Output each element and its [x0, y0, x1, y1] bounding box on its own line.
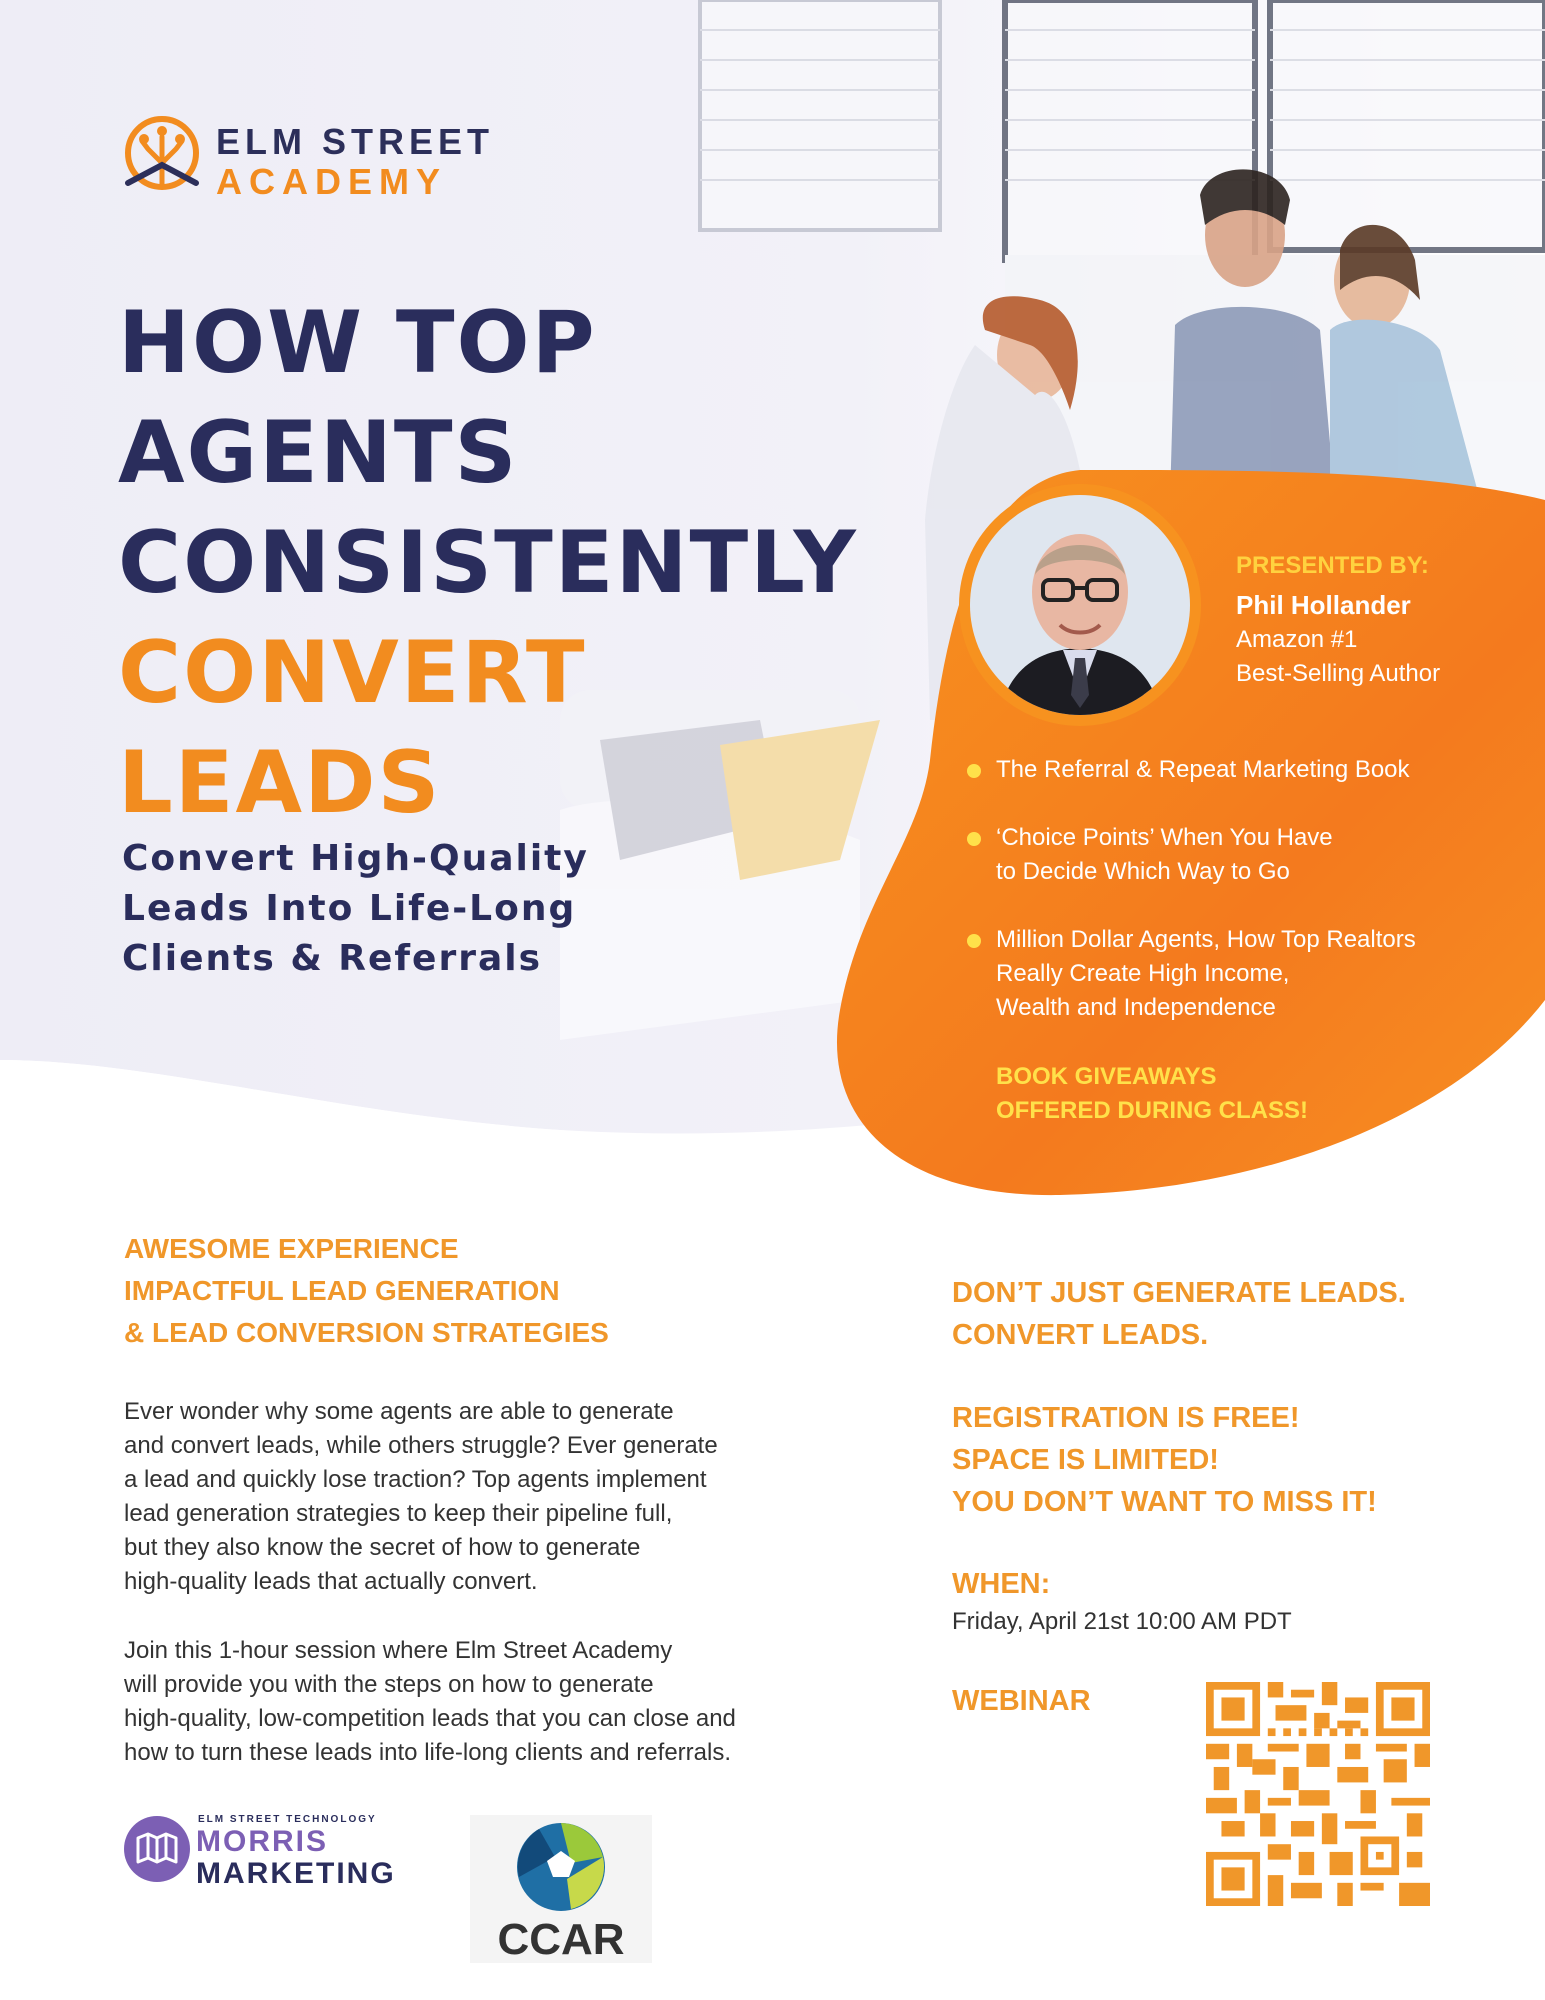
paragraph1-line6: high-quality leads that actually convert.	[124, 1568, 538, 1595]
bullet-dot	[967, 832, 981, 846]
subheadline-line2: Leads Into Life-Long	[122, 888, 577, 929]
giveaway-line2: OFFERED DURING CLASS!	[996, 1097, 1308, 1124]
presented-by-label: PRESENTED BY:	[1236, 552, 1429, 579]
morris-line1: MORRIS	[196, 1825, 328, 1858]
book-1-line1: The Referral & Repeat Marketing Book	[996, 756, 1410, 783]
registration-line3: YOU DON’T WANT TO MISS IT!	[952, 1486, 1377, 1518]
when-label: WHEN:	[952, 1568, 1051, 1600]
paragraph1-line2: and convert leads, while others struggle? Ever generate	[124, 1432, 718, 1459]
presenter-photo	[955, 480, 1205, 730]
subheadline-line1: Convert High-Quality	[122, 838, 589, 879]
paragraph1-line3: a lead and quickly lose traction? Top agents implement	[124, 1466, 707, 1493]
headline-line4: CONVERT	[118, 623, 587, 723]
tree-icon	[120, 115, 204, 199]
tagline-line2: CONVERT LEADS.	[952, 1319, 1209, 1351]
book-2-line1: ‘Choice Points’ When You Have	[996, 824, 1333, 851]
headline-line5: LEADS	[118, 733, 442, 833]
headline-line3: CONSISTENTLY	[118, 513, 858, 613]
paragraph1-line5: but they also know the secret of how to generate	[124, 1534, 641, 1561]
sofa-illustration	[560, 690, 880, 1040]
format-label: WEBINAR	[952, 1685, 1091, 1717]
registration-line1: REGISTRATION IS FREE!	[952, 1402, 1300, 1434]
presenter-role-line2: Best-Selling Author	[1236, 660, 1441, 687]
presenter-role-line1: Amazon #1	[1236, 626, 1358, 653]
giveaway-line1: BOOK GIVEAWAYS	[996, 1063, 1217, 1090]
presenter-name: Phil Hollander	[1236, 590, 1411, 620]
map-icon	[124, 1816, 190, 1882]
qr-code[interactable]	[1206, 1682, 1430, 1906]
book-3-line2: Really Create High Income,	[996, 960, 1290, 987]
morris-line2: MARKETING	[196, 1857, 396, 1890]
bullet-dot	[967, 764, 981, 778]
ccar-emblem-icon	[511, 1817, 611, 1917]
morris-small-text: ELM STREET TECHNOLOGY	[198, 1814, 377, 1825]
headline-line2: AGENTS	[118, 403, 519, 503]
paragraph2-line2: will provide you with the steps on how to generate	[124, 1671, 654, 1698]
registration-line2: SPACE IS LIMITED!	[952, 1444, 1219, 1476]
bullet-dot	[967, 934, 981, 948]
headline-line1: HOW TOP	[118, 293, 597, 393]
experience-line2: IMPACTFUL LEAD GENERATION	[124, 1275, 560, 1306]
morris-marketing-logo	[124, 1812, 424, 1892]
logo-line2: ACADEMY	[216, 161, 448, 202]
subheadline-line3: Clients & Referrals	[122, 938, 543, 979]
paragraph1-line1: Ever wonder why some agents are able to generate	[124, 1398, 674, 1425]
tagline-line1: DON’T JUST GENERATE LEADS.	[952, 1277, 1406, 1309]
ccar-logo	[470, 1815, 652, 1963]
book-2-line2: to Decide Which Way to Go	[996, 858, 1290, 885]
paragraph2-line1: Join this 1-hour session where Elm Street Academy	[124, 1637, 673, 1664]
when-value: Friday, April 21st 10:00 AM PDT	[952, 1608, 1292, 1635]
book-3-line3: Wealth and Independence	[996, 994, 1276, 1021]
paragraph2-line3: high-quality, low-competition leads that you can close and	[124, 1705, 736, 1732]
experience-line1: AWESOME EXPERIENCE	[124, 1233, 459, 1264]
book-3-line1: Million Dollar Agents, How Top Realtors	[996, 926, 1416, 953]
paragraph1-line4: lead generation strategies to keep their pipeline full,	[124, 1500, 673, 1527]
ccar-text: CCAR	[497, 1915, 625, 1964]
elm-street-academy-logo	[120, 115, 500, 205]
paragraph2-line4: how to turn these leads into life-long clients and referrals.	[124, 1739, 731, 1766]
experience-line3: & LEAD CONVERSION STRATEGIES	[124, 1317, 609, 1348]
logo-line1: ELM STREET	[216, 121, 495, 162]
